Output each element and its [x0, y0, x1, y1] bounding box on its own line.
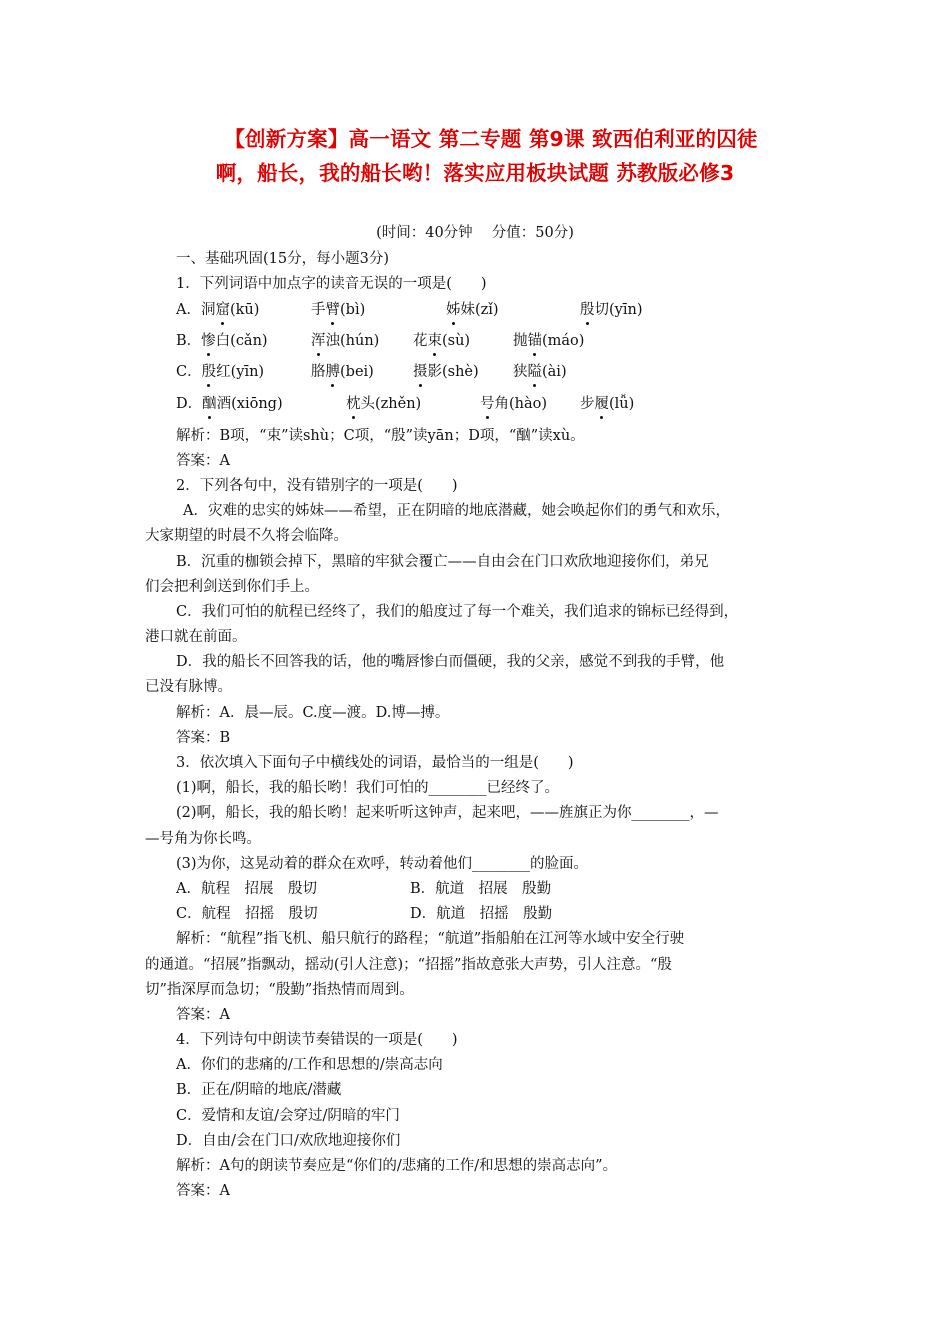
q2-option-d-line2: 已没有脉博。 — [145, 679, 232, 695]
q3-sentence-3: (3)为你，这晃动着的群众在欢呼，转动着他们________的脸面。 — [176, 856, 589, 872]
q2-option-d-line1: D．我的船长不回答我的话，他的嘴唇惨白而僵硬，我的父亲，感觉不到我的手臂，他 — [176, 654, 725, 670]
q2-option-b-line2: 们会把利剑送到你们手上。 — [145, 579, 319, 595]
q2-analysis: 解析：A．晨—辰。C.度—渡。D.博—搏。 — [176, 705, 450, 721]
q3-option-c: C．航程 招摇 殷切 — [176, 906, 318, 922]
q1-a-1: A．洞窟(kū) — [176, 302, 260, 318]
q3-analysis-line1: 解析：“航程”指飞机、船只航行的路程；“航道”指船舶在江河等水域中安全行驶 — [176, 931, 685, 947]
q2-stem: 2．下列各句中，没有错别字的一项是( ) — [176, 478, 458, 494]
q1-a-3: 姊妹(zǐ) — [446, 302, 499, 318]
q4-option-d: D．自由/会在门口/欢欣地迎接你们 — [176, 1133, 401, 1149]
q1-stem: 1．下列词语中加点字的读音无误的一项是( ) — [176, 276, 487, 292]
q3-option-d: D．航道 招摇 殷勤 — [410, 906, 553, 922]
q1-c-3: 摄影(shè) — [413, 364, 479, 380]
q4-analysis: 解析：A句的朗读节奏应是“你们的/悲痛的工作/和思想的崇高志向”。 — [176, 1158, 618, 1174]
q3-answer: 答案：A — [176, 1007, 230, 1023]
q1-c-1: C．殷红(yīn) — [176, 364, 265, 380]
q1-c-2: 胳膊(bei) — [311, 364, 374, 380]
q1-a-4: 殷切(yīn) — [580, 302, 643, 318]
q1-d-2: 枕头(zhěn) — [346, 396, 422, 412]
q3-analysis-line3: 切”指深厚而急切；“殷勤”指热情而周到。 — [145, 982, 414, 998]
q2-option-b-line1: B．沉重的枷锁会掉下，黑暗的牢狱会覆亡——自由会在门口欢欣地迎接你们，弟兄 — [176, 554, 709, 570]
q4-option-c: C．爱情和友谊/会穿过/阴暗的牢门 — [176, 1108, 400, 1124]
q4-stem: 4．下列诗句中朗读节奏错误的一项是( ) — [176, 1032, 458, 1048]
q1-d-1: D．酗酒(xiōng) — [176, 396, 283, 412]
q3-sentence-2-line2: —号角为你长鸣。 — [145, 831, 261, 847]
q3-sentence-1: (1)啊，船长，我的船长哟！我们可怕的________已经终了。 — [176, 780, 560, 796]
q3-sentence-2-line1: (2)啊，船长，我的船长哟！起来听听这钟声，起来吧，——旌旗正为你________，— — [176, 805, 719, 821]
q1-d-3: 号角(hào) — [480, 396, 548, 412]
q2-option-c-line2: 港口就在前面。 — [145, 629, 247, 645]
q1-b-4: 抛锚(máo) — [513, 333, 585, 349]
q4-answer: 答案：A — [176, 1183, 230, 1199]
q1-c-4: 狭隘(ài) — [513, 364, 567, 380]
q1-a-2: 手臂(bì) — [311, 302, 366, 318]
time-score-info: (时间：40分钟 分值：50分) — [376, 225, 574, 241]
q2-option-c-line1: C．我们可怕的航程已经终了，我们的船度过了每一个难关，我们追求的锦标已经得到， — [176, 604, 739, 620]
q2-option-a-line2: 大家期望的时晨不久将会临降。 — [145, 528, 348, 544]
q3-analysis-line2: 的通道。“招展”指飘动，摇动(引人注意)；“招摇”指故意张大声势，引人注意。“殷 — [145, 957, 672, 973]
q3-stem: 3．依次填入下面句子中横线处的词语，最恰当的一组是( ) — [176, 755, 574, 771]
q3-option-a: A．航程 招展 殷切 — [176, 881, 317, 897]
section-heading: 一、基础巩固(15分，每小题3分) — [176, 251, 389, 267]
q1-b-1: B．惨白(cǎn) — [176, 333, 268, 349]
document-title-line-1: 【创新方案】高一语文 第二专题 第9课 致西伯利亚的囚徒 — [224, 127, 758, 151]
document-title-line-2: 啊，船长，我的船长哟！落实应用板块试题 苏教版必修3 — [215, 161, 735, 185]
q2-option-a-line1: A．灾难的忠实的姊妹——希望，正在阴暗的地底潜藏，她会唤起你们的勇气和欢乐， — [183, 503, 730, 519]
q1-b-2: 浑浊(hún) — [311, 333, 380, 349]
q4-option-b: B．正在/阴暗的地底/潜藏 — [176, 1082, 342, 1098]
q1-d-4: 步履(lǚ) — [580, 396, 635, 412]
q2-answer: 答案：B — [176, 730, 231, 746]
q1-b-3: 花束(sù) — [413, 333, 471, 349]
q3-option-b: B．航道 招展 殷勤 — [410, 881, 552, 897]
q1-answer: 答案：A — [176, 453, 230, 469]
q1-analysis: 解析：B项，“束”读shù；C项，“殷”读yān；D项，“酗”读xù。 — [176, 428, 585, 444]
q4-option-a: A．你们的悲痛的/工作和思想的/崇高志向 — [176, 1057, 443, 1073]
